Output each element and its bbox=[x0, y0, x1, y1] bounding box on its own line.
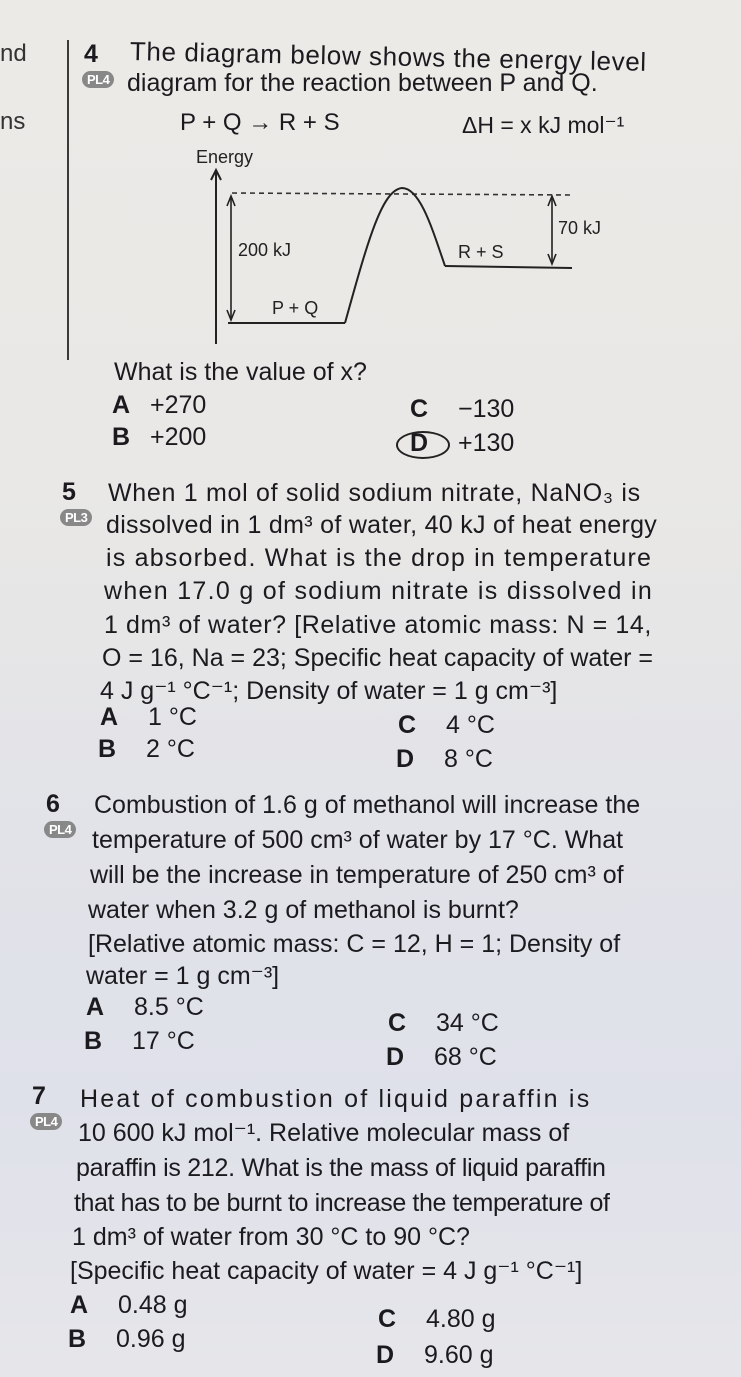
option-text: −130 bbox=[458, 395, 515, 423]
option-a[interactable] bbox=[70, 1290, 188, 1320]
question-text: 4 J g⁻¹ °C⁻¹; Density of water = 1 g cm⁻³] bbox=[100, 677, 558, 705]
option-c[interactable] bbox=[378, 1304, 496, 1334]
option-letter: C bbox=[388, 1009, 407, 1037]
option-letter: D bbox=[410, 429, 429, 457]
option-c[interactable] bbox=[410, 394, 514, 424]
question-number: 7 bbox=[32, 1082, 46, 1110]
question-text: 10 600 kJ mol⁻¹. Relative molecular mass of bbox=[78, 1119, 570, 1147]
option-text: 9.60 g bbox=[424, 1341, 494, 1369]
option-a[interactable] bbox=[100, 702, 197, 732]
question-text: water = 1 g cm⁻³] bbox=[86, 962, 280, 990]
option-text: 8 °C bbox=[444, 745, 493, 773]
option-letter: D bbox=[386, 1043, 405, 1071]
margin-fragment-top: nd bbox=[0, 40, 27, 67]
option-c[interactable] bbox=[398, 710, 495, 740]
question-text: 1 dm³ of water? [Relative atomic mass: N = 14, bbox=[104, 611, 652, 639]
pl-badge: PL4 bbox=[82, 71, 114, 88]
option-letter: B bbox=[68, 1325, 87, 1353]
pl-badge: PL3 bbox=[60, 509, 92, 526]
option-text: 68 °C bbox=[434, 1043, 497, 1071]
option-b[interactable] bbox=[84, 1026, 195, 1056]
question-text: water when 3.2 g of methanol is burnt? bbox=[88, 896, 519, 924]
question-text: When 1 mol of solid sodium nitrate, NaNO₃ is bbox=[108, 479, 641, 507]
option-b[interactable] bbox=[68, 1324, 186, 1354]
option-d[interactable] bbox=[386, 1042, 497, 1072]
option-letter: B bbox=[84, 1027, 103, 1055]
option-text: 0.48 g bbox=[118, 1291, 188, 1319]
option-text: 4.80 g bbox=[426, 1305, 496, 1333]
option-text: 17 °C bbox=[132, 1027, 195, 1055]
option-text: +130 bbox=[458, 429, 515, 457]
reaction-equation: P + Q → R + S bbox=[180, 109, 340, 136]
question-text: [Specific heat capacity of water = 4 J g⁻¹ °C⁻¹] bbox=[70, 1257, 583, 1285]
question-number: 4 bbox=[84, 40, 98, 68]
activation-energy-label: 200 kJ bbox=[238, 240, 292, 260]
option-text: 4 °C bbox=[446, 711, 495, 739]
option-text: 2 °C bbox=[146, 735, 195, 763]
diagram-lines bbox=[0, 0, 741, 360]
option-text: 0.96 g bbox=[116, 1325, 186, 1353]
option-letter: A bbox=[70, 1291, 89, 1319]
margin-fragment-side: ns bbox=[0, 108, 26, 135]
option-letter: D bbox=[396, 745, 415, 773]
option-letter: A bbox=[86, 993, 105, 1021]
option-letter: B bbox=[112, 423, 131, 451]
option-b[interactable] bbox=[112, 422, 206, 452]
question-text: 1 dm³ of water from 30 °C to 90 °C? bbox=[72, 1223, 470, 1251]
question-text: [Relative atomic mass: C = 12, H = 1; Density of bbox=[88, 930, 621, 958]
option-text: 8.5 °C bbox=[134, 993, 204, 1021]
products-label: R + S bbox=[458, 242, 504, 262]
option-letter: A bbox=[112, 391, 131, 419]
question-number: 5 bbox=[62, 478, 76, 506]
question-text: dissolved in 1 dm³ of water, 40 kJ of heat energy bbox=[106, 511, 658, 539]
question-text: diagram for the reaction between P and Q. bbox=[127, 69, 598, 97]
reverse-energy-label: 70 kJ bbox=[558, 218, 602, 238]
option-letter: A bbox=[100, 703, 119, 731]
peak-dashed-line bbox=[232, 193, 572, 195]
question-text: is absorbed. What is the drop in temperature bbox=[106, 544, 653, 572]
option-text: 1 °C bbox=[148, 703, 197, 731]
energy-axis-label: Energy bbox=[196, 147, 254, 167]
question-text: The diagram below shows the energy level bbox=[129, 36, 648, 77]
option-d[interactable] bbox=[396, 744, 493, 774]
pl-badge: PL4 bbox=[44, 821, 76, 838]
question-text: Combustion of 1.6 g of methanol will increase the bbox=[94, 791, 641, 819]
reactants-label: P + Q bbox=[272, 298, 319, 318]
pl-badge: PL4 bbox=[30, 1113, 62, 1130]
question-text: will be the increase in temperature of 250 cm³ of bbox=[90, 861, 624, 889]
question-number: 6 bbox=[46, 790, 60, 818]
option-letter: C bbox=[410, 395, 429, 423]
option-letter: D bbox=[376, 1341, 395, 1369]
option-a[interactable] bbox=[86, 992, 204, 1022]
option-b[interactable] bbox=[98, 734, 195, 764]
question-text: that has to be burnt to increase the temperature of bbox=[74, 1189, 610, 1217]
enthalpy-change: ΔH = x kJ mol⁻¹ bbox=[462, 112, 625, 138]
question-text: paraffin is 212. What is the mass of liquid paraffin bbox=[76, 1154, 606, 1182]
question-prompt: What is the value of x? bbox=[114, 358, 367, 386]
answer-circle-mark bbox=[396, 431, 450, 459]
option-letter: B bbox=[98, 735, 117, 763]
option-c[interactable] bbox=[388, 1008, 499, 1038]
question-text: temperature of 500 cm³ of water by 17 °C. What bbox=[92, 826, 624, 854]
option-text: +270 bbox=[150, 391, 207, 419]
reaction-curve bbox=[345, 188, 445, 323]
option-letter: C bbox=[398, 711, 417, 739]
question-text: Heat of combustion of liquid paraffin is bbox=[80, 1085, 592, 1113]
question-text: O = 16, Na = 23; Specific heat capacity of water = bbox=[102, 644, 654, 672]
option-text: +200 bbox=[150, 423, 207, 451]
product-level bbox=[445, 266, 572, 268]
option-a[interactable] bbox=[112, 390, 206, 420]
option-d[interactable] bbox=[376, 1340, 494, 1370]
question-text: when 17.0 g of sodium nitrate is dissolved in bbox=[104, 577, 654, 605]
option-text: 34 °C bbox=[436, 1009, 499, 1037]
option-letter: C bbox=[378, 1305, 397, 1333]
